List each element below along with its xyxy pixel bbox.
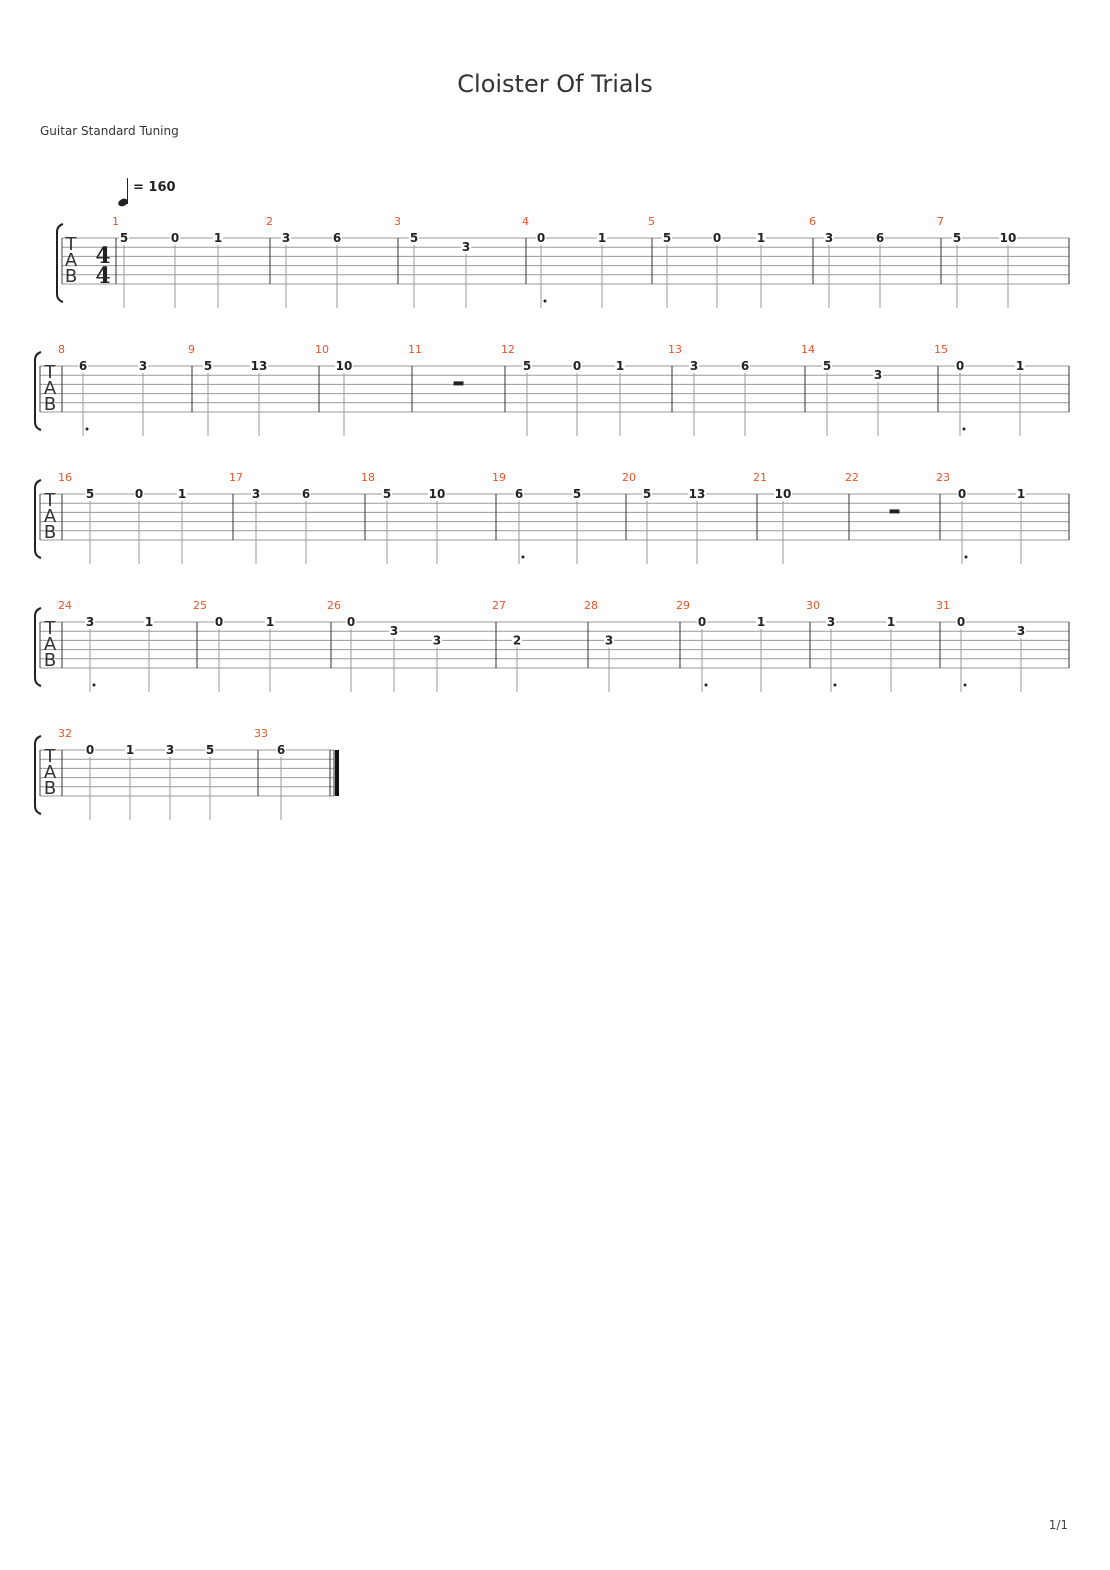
whole-rest-icon — [454, 381, 464, 385]
fret-number: 0 — [170, 231, 180, 245]
measure-number: 10 — [315, 343, 329, 356]
fret-number: 5 — [205, 743, 215, 757]
fret-number: 3 — [281, 231, 291, 245]
fret-number: 3 — [138, 359, 148, 373]
fret-number: 3 — [432, 633, 442, 648]
fret-number: 6 — [514, 487, 524, 501]
whole-rest-icon — [890, 509, 900, 513]
measure-number: 27 — [492, 599, 506, 612]
fret-number: 6 — [301, 487, 311, 501]
fret-number: 1 — [1015, 359, 1025, 373]
rhythm-dot — [522, 556, 525, 559]
rhythm-dot — [86, 428, 89, 431]
measure-number: 30 — [806, 599, 820, 612]
fret-number: 1 — [265, 615, 275, 629]
rhythm-dot — [93, 684, 96, 687]
fret-number: 0 — [572, 359, 582, 373]
measure-number: 14 — [801, 343, 815, 356]
fret-number: 3 — [1016, 624, 1026, 639]
fret-number: 0 — [85, 743, 95, 757]
tab-clef-letter: B — [43, 778, 57, 799]
tuning-label: Guitar Standard Tuning — [40, 124, 179, 138]
fret-number: 3 — [824, 231, 834, 245]
final-barline-thick — [335, 750, 339, 796]
measure-number: 25 — [193, 599, 207, 612]
time-signature-top: 4 — [95, 243, 111, 269]
fret-number: 5 — [642, 487, 652, 501]
fret-number: 13 — [250, 359, 268, 373]
measure-number: 1 — [112, 215, 119, 228]
tab-clef-letter: B — [64, 266, 78, 287]
fret-number: 0 — [957, 487, 967, 501]
score-title: Cloister Of Trials — [457, 70, 653, 98]
measure-number: 12 — [501, 343, 515, 356]
measure-number: 32 — [58, 727, 72, 740]
fret-number: 5 — [382, 487, 392, 501]
fret-number: 1 — [144, 615, 154, 629]
tab-clef-letter: T — [44, 490, 56, 511]
fret-number: 0 — [346, 615, 356, 629]
tab-clef-letter: B — [43, 394, 57, 415]
measure-number: 23 — [936, 471, 950, 484]
fret-number: 3 — [689, 359, 699, 373]
fret-number: 5 — [572, 487, 582, 501]
fret-number: 6 — [276, 743, 286, 757]
fret-number: 0 — [134, 487, 144, 501]
fret-number: 3 — [826, 615, 836, 629]
measure-number: 17 — [229, 471, 243, 484]
tab-clef-letter: A — [43, 506, 57, 527]
rhythm-dot — [965, 556, 968, 559]
fret-number: 1 — [213, 231, 223, 245]
measure-number: 2 — [266, 215, 273, 228]
tab-clef-letter: B — [43, 650, 57, 671]
measure-number: 33 — [254, 727, 268, 740]
measure-number: 29 — [676, 599, 690, 612]
fret-number: 5 — [952, 231, 962, 245]
fret-number: 6 — [332, 231, 342, 245]
tab-clef-letter: A — [43, 378, 57, 399]
fret-number: 1 — [125, 743, 135, 757]
rhythm-dot — [705, 684, 708, 687]
fret-number: 5 — [409, 231, 419, 245]
measure-number: 8 — [58, 343, 65, 356]
measure-number: 31 — [936, 599, 950, 612]
tab-clef-letter: A — [43, 762, 57, 783]
fret-number: 10 — [428, 487, 446, 501]
measure-number: 9 — [188, 343, 195, 356]
fret-number: 6 — [78, 359, 88, 373]
rhythm-dot — [834, 684, 837, 687]
fret-number: 3 — [85, 615, 95, 629]
fret-number: 1 — [177, 487, 187, 501]
measure-number: 24 — [58, 599, 72, 612]
page-number: 1/1 — [1048, 1518, 1068, 1532]
fret-number: 6 — [875, 231, 885, 245]
fret-number: 3 — [251, 487, 261, 501]
measure-number: 11 — [408, 343, 422, 356]
fret-number: 13 — [688, 487, 706, 501]
tab-clef-letter: T — [44, 746, 56, 767]
tab-clef-letter: B — [43, 522, 57, 543]
measure-number: 21 — [753, 471, 767, 484]
tab-clef-letter: A — [64, 250, 78, 271]
fret-number: 1 — [615, 359, 625, 373]
fret-number: 1 — [756, 615, 766, 629]
measure-number: 5 — [648, 215, 655, 228]
tempo-value: = 160 — [133, 180, 176, 195]
fret-number: 5 — [119, 231, 129, 245]
fret-number: 5 — [203, 359, 213, 373]
measure-number: 18 — [361, 471, 375, 484]
tab-clef-letter: T — [44, 618, 56, 639]
fret-number: 0 — [536, 231, 546, 245]
fret-number: 10 — [335, 359, 353, 373]
fret-number: 5 — [85, 487, 95, 501]
fret-number: 5 — [522, 359, 532, 373]
fret-number: 10 — [774, 487, 792, 501]
tab-clef-letter: T — [65, 234, 77, 255]
fret-number: 3 — [165, 743, 175, 757]
measure-number: 3 — [394, 215, 401, 228]
fret-number: 3 — [461, 240, 471, 255]
measure-number: 20 — [622, 471, 636, 484]
rhythm-dot — [544, 300, 547, 303]
fret-number: 3 — [873, 368, 883, 383]
fret-number: 0 — [956, 615, 966, 629]
measure-number: 19 — [492, 471, 506, 484]
tab-clef-letter: A — [43, 634, 57, 655]
measure-number: 16 — [58, 471, 72, 484]
fret-number: 0 — [955, 359, 965, 373]
fret-number: 2 — [512, 633, 522, 648]
fret-number: 1 — [886, 615, 896, 629]
measure-number: 6 — [809, 215, 816, 228]
fret-number: 0 — [712, 231, 722, 245]
fret-number: 5 — [662, 231, 672, 245]
fret-number: 6 — [740, 359, 750, 373]
time-signature-bottom: 4 — [95, 263, 111, 289]
measure-number: 26 — [327, 599, 341, 612]
measure-number: 15 — [934, 343, 948, 356]
measure-number: 7 — [937, 215, 944, 228]
fret-number: 10 — [999, 231, 1017, 245]
fret-number: 1 — [597, 231, 607, 245]
fret-number: 1 — [1016, 487, 1026, 501]
fret-number: 3 — [604, 633, 614, 648]
fret-number: 5 — [822, 359, 832, 373]
measure-number: 22 — [845, 471, 859, 484]
tab-clef-letter: T — [44, 362, 56, 383]
measure-number: 28 — [584, 599, 598, 612]
fret-number: 0 — [697, 615, 707, 629]
fret-number: 1 — [756, 231, 766, 245]
measure-number: 4 — [522, 215, 529, 228]
fret-number: 0 — [214, 615, 224, 629]
rhythm-dot — [964, 684, 967, 687]
measure-number: 13 — [668, 343, 682, 356]
rhythm-dot — [963, 428, 966, 431]
fret-number: 3 — [389, 624, 399, 639]
